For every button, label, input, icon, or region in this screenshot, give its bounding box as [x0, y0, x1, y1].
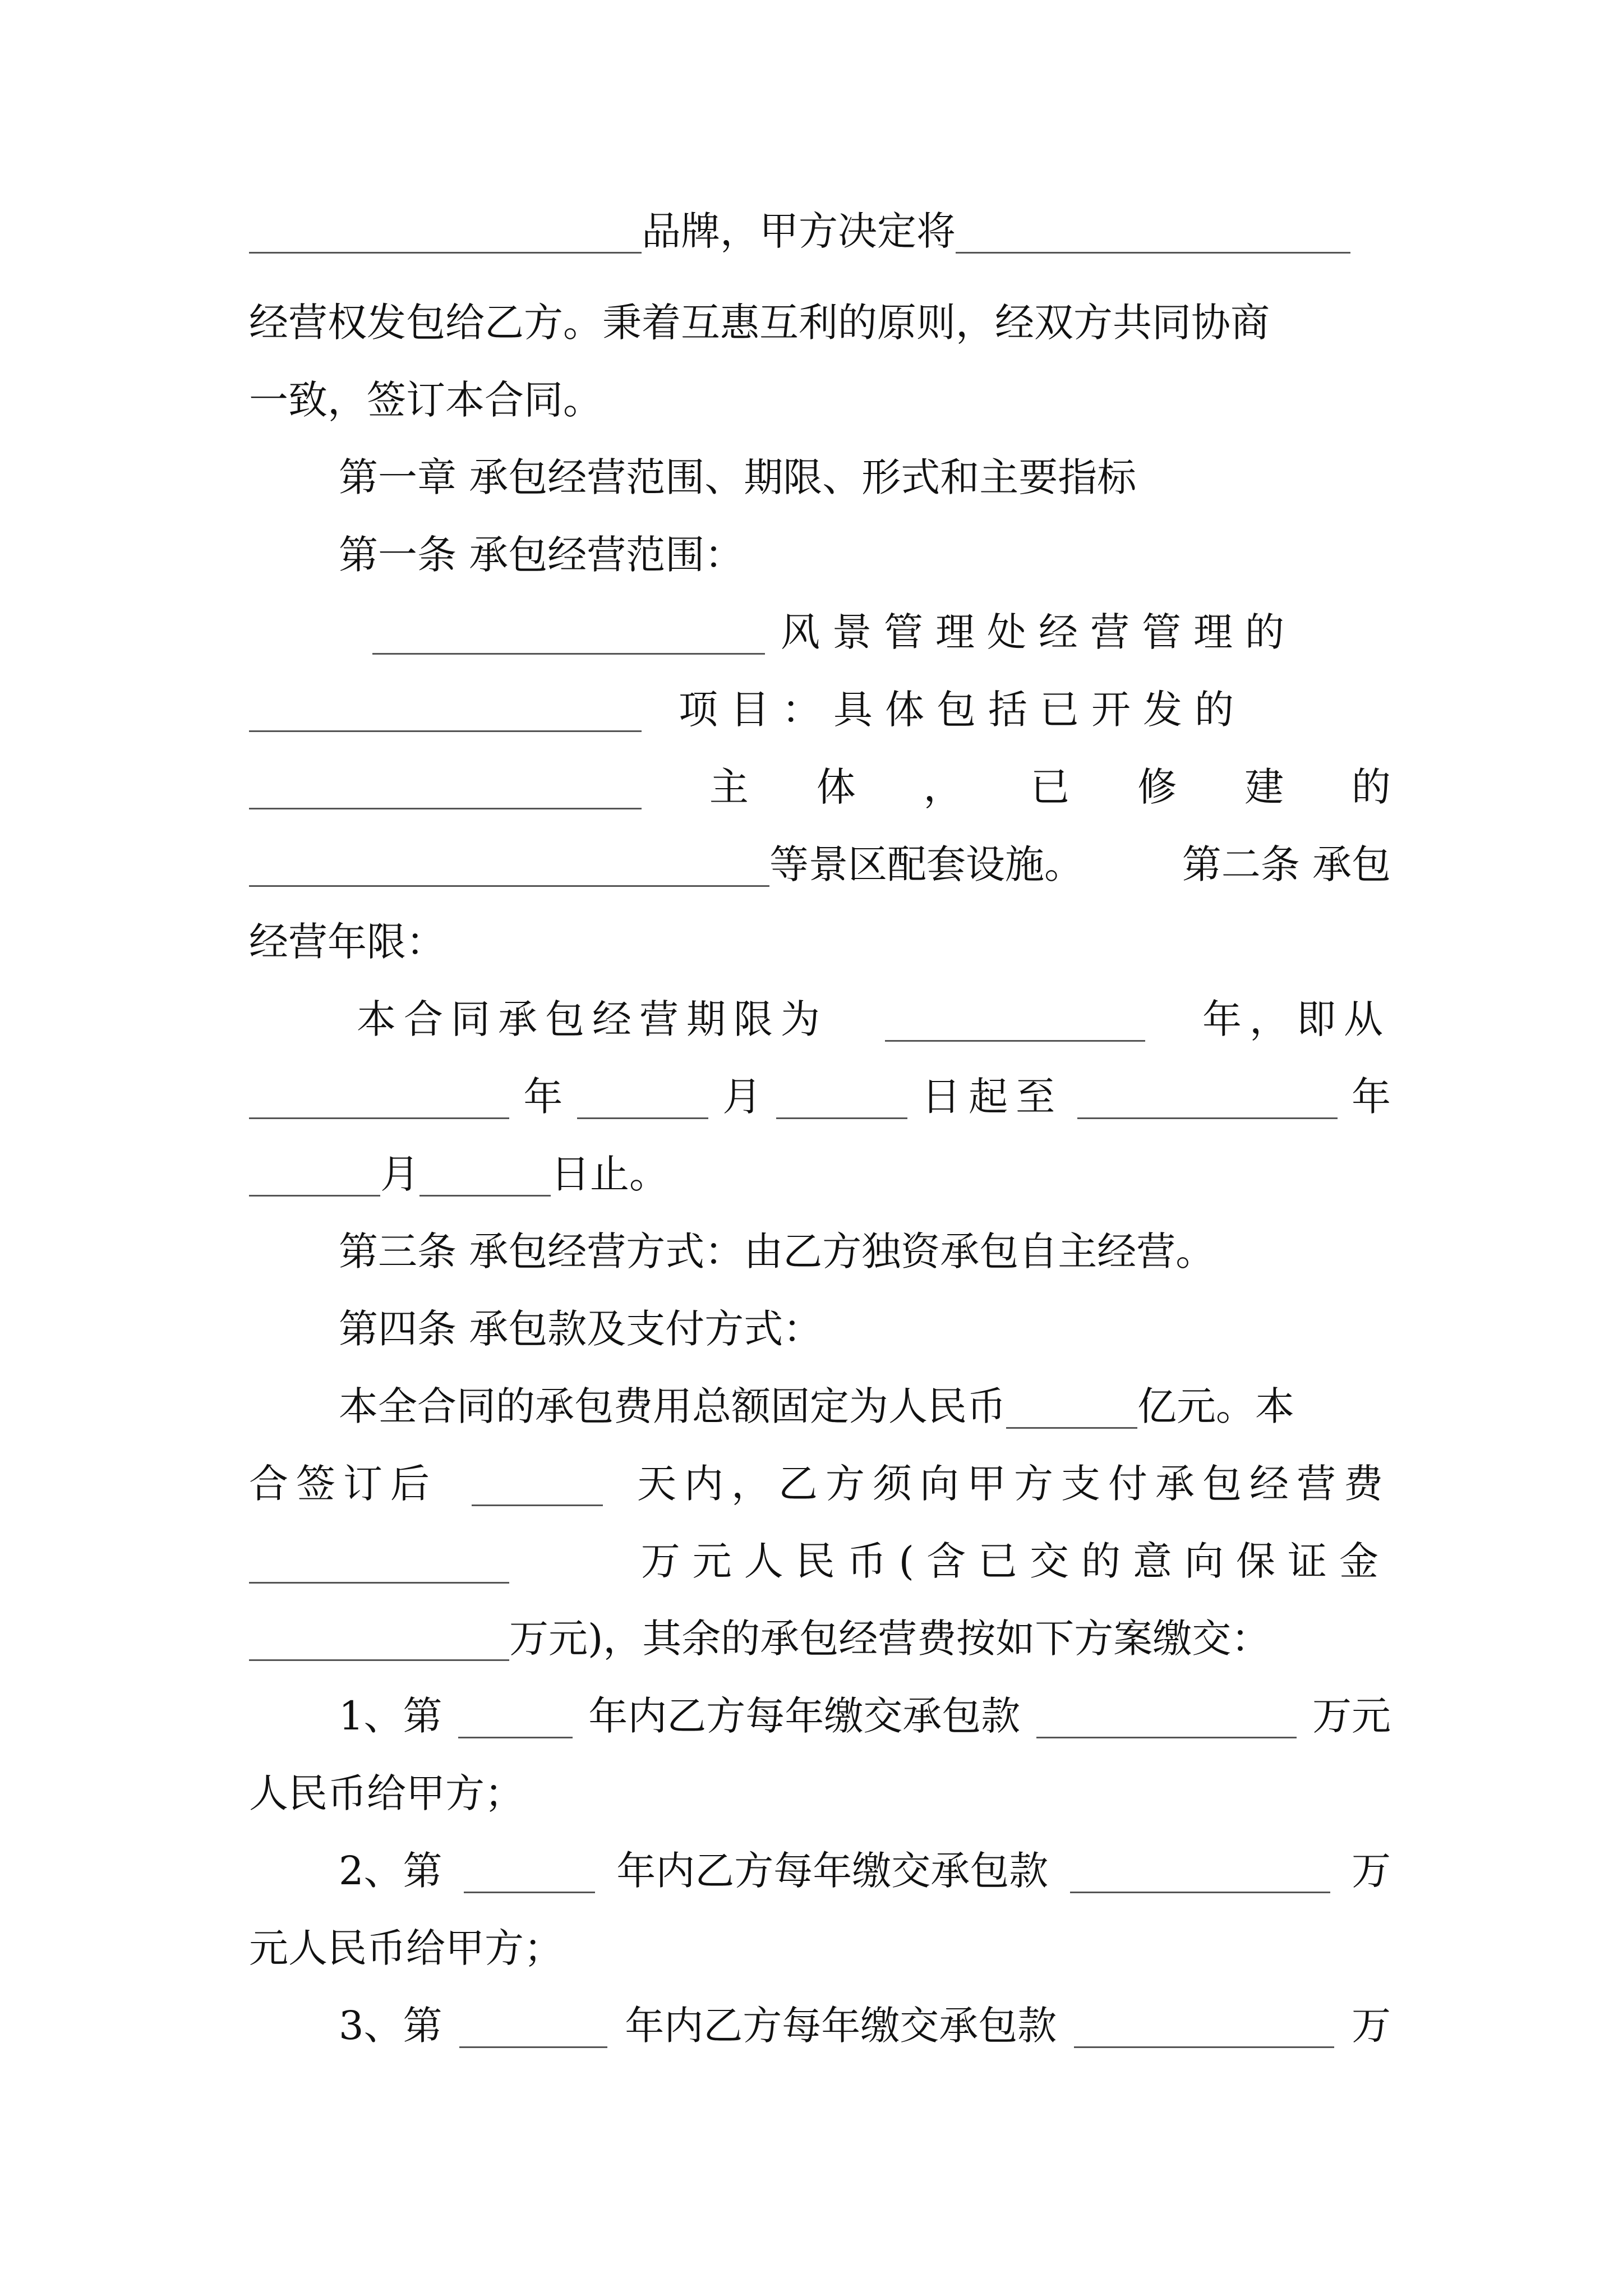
blank-field: [956, 200, 1350, 254]
chapter-heading: [339, 447, 1136, 508]
blank-field: [472, 1453, 603, 1506]
article-heading: [339, 524, 744, 586]
blank-field: [249, 1066, 509, 1119]
text-line: [249, 200, 1391, 262]
line-text: 合签订后: [249, 1461, 437, 1507]
line-text: 3、第: [339, 2003, 442, 2049]
blank-field: [458, 1685, 573, 1738]
blank-field: [1006, 1375, 1137, 1429]
payment-item: [339, 1685, 1391, 1747]
line-text: 万: [1351, 2003, 1391, 2049]
blank-field: [249, 1530, 509, 1584]
line-text: 2、第: [339, 1848, 442, 1894]
blank-field: [1077, 1066, 1338, 1119]
line-text: 等景区配套设施。: [769, 841, 1083, 887]
line-text: 第四条 承包款及支付方式：: [339, 1306, 823, 1352]
line-text: 风景管理处经营管理的: [781, 609, 1297, 655]
blank-field: [1070, 1840, 1330, 1893]
blank-field: [459, 1995, 607, 2048]
text-line: [249, 292, 1270, 353]
text-line: [249, 1917, 563, 1979]
text-line: [249, 1608, 1270, 1669]
text-line: [339, 1375, 1294, 1437]
line-text: 项目：具体包括已开发的: [679, 687, 1246, 733]
line-text: 元人民币给甲方；: [249, 1925, 563, 1971]
line-text: 经营年限：: [249, 919, 445, 965]
text-line: [249, 834, 1391, 895]
line-text: 建: [1244, 764, 1284, 810]
line-text: 本合同承包经营期限为: [357, 996, 828, 1042]
payment-item: [339, 1840, 1391, 1902]
line-text: 品牌，甲方决定将: [642, 208, 956, 254]
line-text: 1、第: [339, 1693, 442, 1739]
line-text: 月: [722, 1074, 762, 1120]
text-line: [249, 1453, 1391, 1515]
text-line: [249, 679, 1391, 740]
text-line: [249, 1066, 1391, 1128]
line-text: 日起至: [921, 1074, 1063, 1120]
blank-field: [249, 756, 642, 809]
blank-field: [249, 1608, 509, 1661]
blank-field: [249, 1143, 380, 1197]
blank-field: [577, 1066, 708, 1119]
text-line: [249, 1763, 524, 1824]
line-text: 主: [709, 764, 749, 810]
line-text: 万元人民币(含已交的意向保证金: [640, 1538, 1391, 1584]
line-text: 本全合同的承包费用总额固定为人民币: [339, 1383, 1006, 1429]
line-text: 亿元。本: [1137, 1383, 1294, 1429]
line-text: 第一章 承包经营范围、期限、形式和主要指标: [339, 454, 1137, 500]
text-line: [372, 601, 1391, 663]
line-text: 已: [1030, 764, 1070, 810]
blank-field: [419, 1143, 551, 1197]
line-text: 第一条 承包经营范围：: [339, 532, 744, 578]
line-text: 万: [1351, 1848, 1391, 1894]
article-heading: [339, 1298, 822, 1360]
line-text: 万元: [1312, 1693, 1391, 1739]
blank-field: [1074, 1995, 1334, 2048]
payment-item: [339, 1995, 1391, 2056]
line-text: 日止。: [551, 1151, 668, 1197]
line-text: 的: [1351, 764, 1391, 810]
line-text: 修: [1137, 764, 1177, 810]
text-line: [249, 1530, 1391, 1592]
line-text: 年内乙方每年缴交承包款: [616, 1848, 1049, 1894]
line-text: 一致，签订本合同。: [249, 377, 602, 423]
blank-field: [885, 988, 1145, 1042]
line-text: ，: [923, 764, 963, 810]
line-text: 万元)，其余的承包经营费按如下方案缴交：: [509, 1616, 1271, 1662]
blank-field: [249, 834, 769, 887]
article-heading: [249, 911, 445, 973]
blank-field: [249, 200, 642, 254]
line-text: 年内乙方每年缴交承包款: [588, 1693, 1021, 1739]
line-text: 年: [523, 1074, 563, 1120]
line-text: 人民币给甲方；: [249, 1770, 524, 1816]
line-text: 年: [1351, 1074, 1391, 1120]
blank-field: [776, 1066, 907, 1119]
article-heading: [339, 1221, 1215, 1282]
text-line: [357, 988, 1391, 1050]
blank-field: [372, 601, 765, 655]
line-text: 第二条 承包: [1182, 841, 1391, 887]
blank-field: [1036, 1685, 1297, 1738]
line-text: 第三条 承包经营方式：由乙方独资承包自主经营。: [339, 1228, 1215, 1274]
line-text: 经营权发包给乙方。秉着互惠互利的原则，经双方共同协商: [249, 300, 1270, 346]
line-text: 天内，乙方须向甲方支付承包经营费: [637, 1461, 1391, 1507]
text-line: [249, 1143, 668, 1205]
line-text: 年，即从: [1202, 996, 1391, 1042]
text-line: [249, 756, 1391, 818]
line-text: 体: [816, 764, 856, 810]
line-text: 月: [380, 1151, 419, 1197]
text-line: [249, 369, 602, 431]
blank-field: [464, 1840, 595, 1893]
line-text: 年内乙方每年缴交承包款: [625, 2003, 1057, 2049]
blank-field: [249, 679, 642, 732]
